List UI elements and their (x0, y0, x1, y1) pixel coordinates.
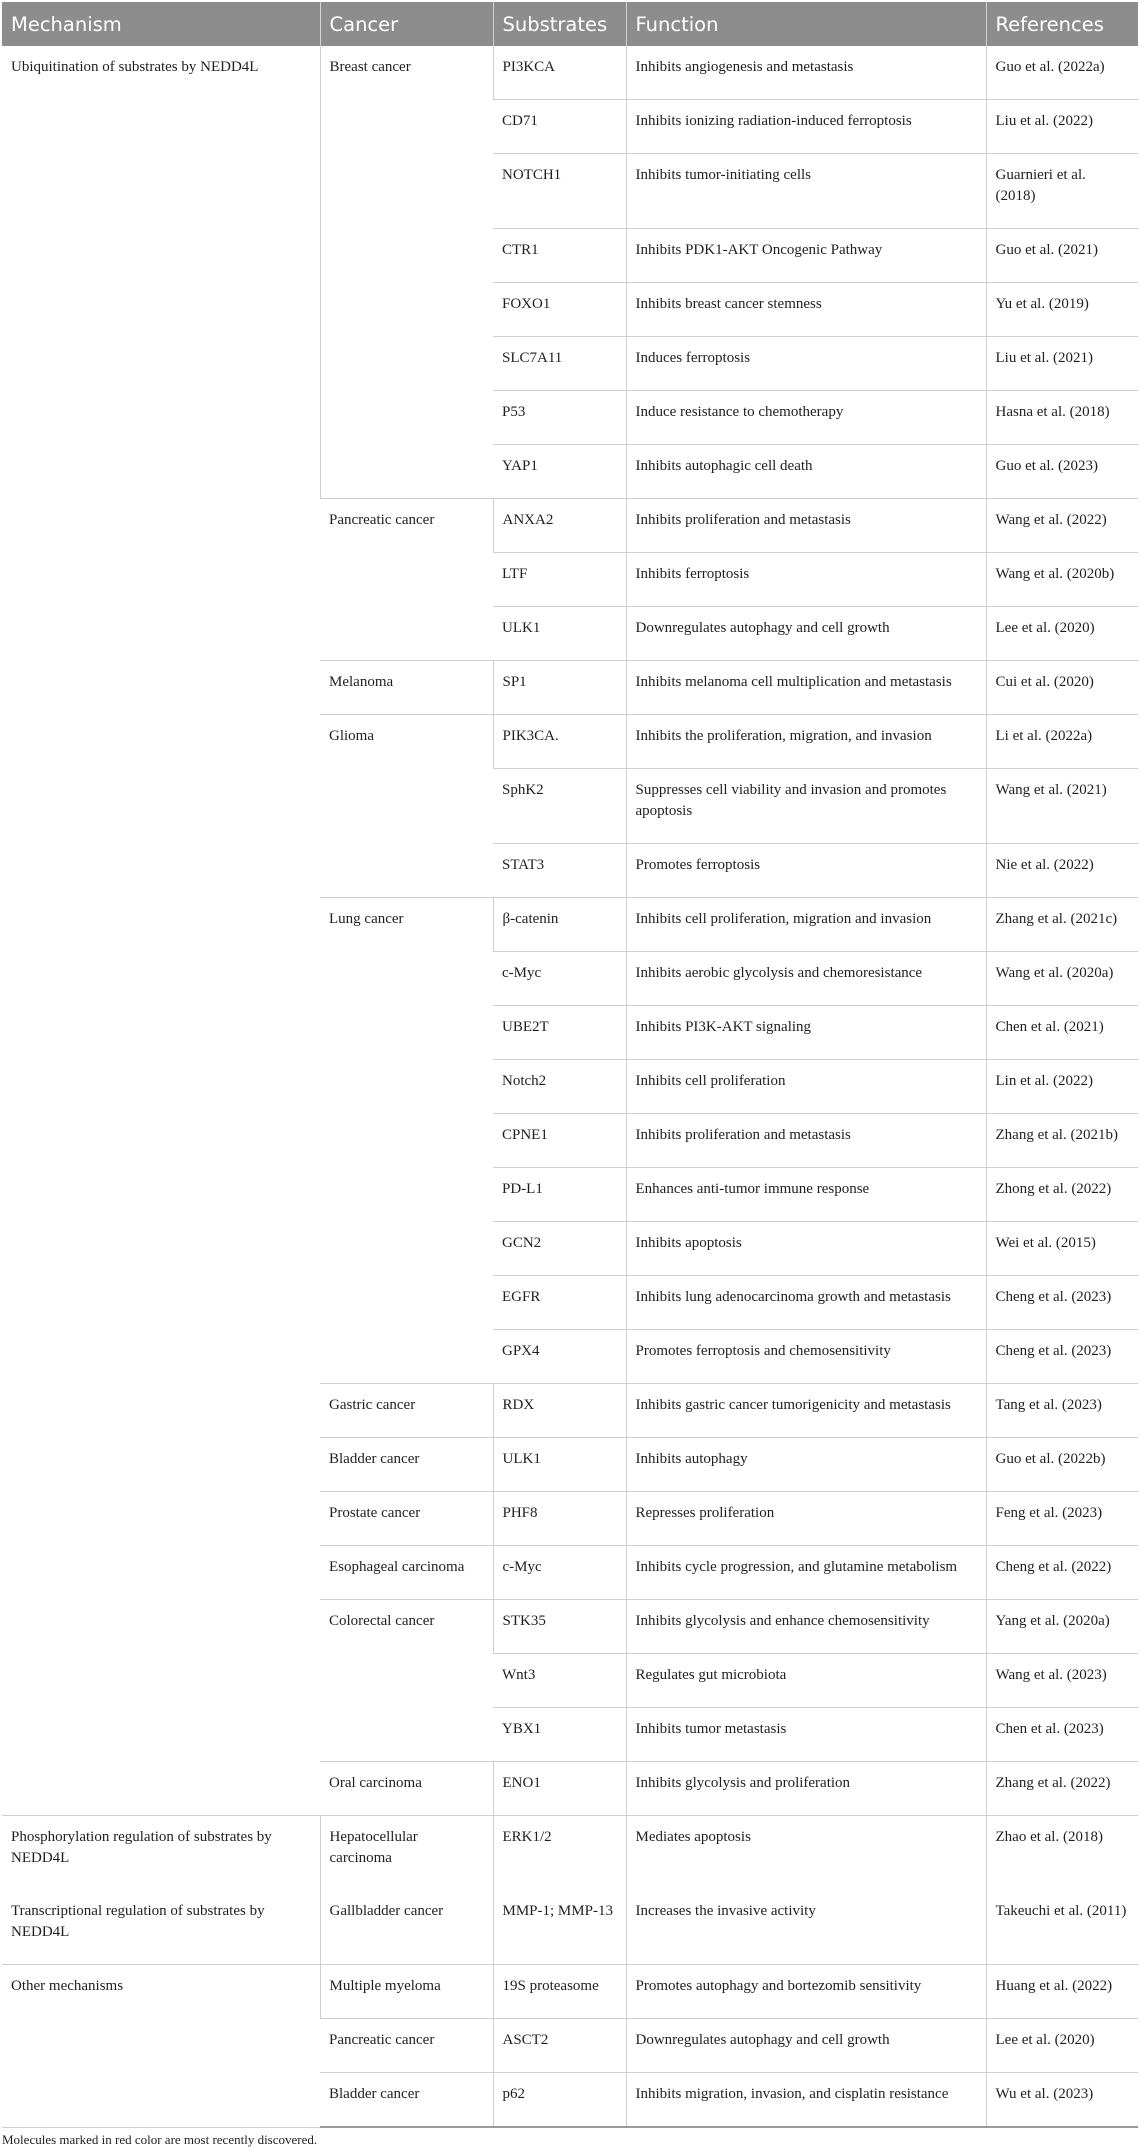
substrate-cell: PIK3CA. (493, 715, 626, 769)
substrate-cell: LTF (493, 553, 626, 607)
function-cell: Inhibits cell proliferation (626, 1060, 986, 1114)
cancer-cell: Pancreatic cancer (320, 2019, 493, 2073)
substrate-cell: SphK2 (493, 769, 626, 844)
reference-cell: Zhang et al. (2022) (986, 1762, 1138, 1816)
substrate-cell: p62 (493, 2073, 626, 2128)
function-cell: Inhibits glycolysis and proliferation (626, 1762, 986, 1816)
reference-cell: Guarnieri et al. (2018) (986, 154, 1138, 229)
reference-cell: Guo et al. (2022a) (986, 46, 1138, 100)
substrate-cell: Notch2 (493, 1060, 626, 1114)
reference-cell: Wang et al. (2020b) (986, 553, 1138, 607)
function-cell: Inhibits PI3K-AKT signaling (626, 1006, 986, 1060)
function-cell: Inhibits proliferation and metastasis (626, 1114, 986, 1168)
substrate-cell: P53 (493, 391, 626, 445)
function-cell: Downregulates autophagy and cell growth (626, 607, 986, 661)
substrate-cell: CPNE1 (493, 1114, 626, 1168)
cancer-cell: Glioma (320, 715, 493, 898)
substrate-cell: EGFR (493, 1276, 626, 1330)
function-cell: Inhibits migration, invasion, and cisplatin resistance (626, 2073, 986, 2128)
function-cell: Inhibits tumor metastasis (626, 1708, 986, 1762)
substrate-cell: CTR1 (493, 229, 626, 283)
substrate-cell: RDX (493, 1384, 626, 1438)
function-cell: Promotes autophagy and bortezomib sensitivity (626, 1965, 986, 2019)
header-substrates: Substrates (493, 2, 626, 46)
substrate-cell: ERK1/2 (493, 1816, 626, 1891)
mechanism-cell: Ubiquitination of substrates by NEDD4L (2, 46, 320, 1816)
function-cell: Enhances anti-tumor immune response (626, 1168, 986, 1222)
table-row (2, 1890, 1138, 1965)
reference-cell: Li et al. (2022a) (986, 715, 1138, 769)
function-cell: Inhibits lung adenocarcinoma growth and metastasis (626, 1276, 986, 1330)
header-cancer: Cancer (320, 2, 493, 46)
header-function: Function (626, 2, 986, 46)
substrate-cell: c-Myc (493, 1546, 626, 1600)
substrate-cell: PI3KCA (493, 46, 626, 100)
table-row (2, 1965, 1138, 2019)
mechanism-cell: Transcriptional regulation of substrates by NEDD4L (2, 1890, 320, 1965)
reference-cell: Guo et al. (2021) (986, 229, 1138, 283)
cancer-cell: Gastric cancer (320, 1384, 493, 1438)
reference-cell: Guo et al. (2023) (986, 445, 1138, 499)
function-cell: Inhibits cycle progression, and glutamine metabolism (626, 1546, 986, 1600)
cancer-cell: Breast cancer (320, 46, 493, 499)
substrate-cell: YAP1 (493, 445, 626, 499)
reference-cell: Zhang et al. (2021b) (986, 1114, 1138, 1168)
reference-cell: Wu et al. (2023) (986, 2073, 1138, 2128)
function-cell: Inhibits tumor-initiating cells (626, 154, 986, 229)
reference-cell: Zhang et al. (2021c) (986, 898, 1138, 952)
substrate-cell: PD-L1 (493, 1168, 626, 1222)
reference-cell: Yang et al. (2020a) (986, 1600, 1138, 1654)
substrate-cell: Wnt3 (493, 1654, 626, 1708)
cancer-cell: Lung cancer (320, 898, 493, 1384)
substrate-cell: 19S proteasome (493, 1965, 626, 2019)
reference-cell: Cheng et al. (2022) (986, 1546, 1138, 1600)
function-cell: Suppresses cell viability and invasion and promotes apoptosis (626, 769, 986, 844)
cancer-cell: Melanoma (320, 661, 493, 715)
header-mechanism: Mechanism (2, 2, 320, 46)
substrate-cell: c-Myc (493, 952, 626, 1006)
mechanism-cell: Other mechanisms (2, 1965, 320, 2128)
reference-cell: Liu et al. (2021) (986, 337, 1138, 391)
substrate-cell: GPX4 (493, 1330, 626, 1384)
function-cell: Inhibits glycolysis and enhance chemosensitivity (626, 1600, 986, 1654)
cancer-cell: Multiple myeloma (320, 1965, 493, 2019)
reference-cell: Lin et al. (2022) (986, 1060, 1138, 1114)
reference-cell: Cheng et al. (2023) (986, 1276, 1138, 1330)
function-cell: Mediates apoptosis (626, 1816, 986, 1891)
reference-cell: Zhong et al. (2022) (986, 1168, 1138, 1222)
substrate-cell: ULK1 (493, 1438, 626, 1492)
substrate-cell: β-catenin (493, 898, 626, 952)
reference-cell: Wei et al. (2015) (986, 1222, 1138, 1276)
substrate-cell: FOXO1 (493, 283, 626, 337)
cancer-cell: Oral carcinoma (320, 1762, 493, 1816)
substrate-cell: ULK1 (493, 607, 626, 661)
table-page (2, 2, 1138, 2148)
reference-cell: Yu et al. (2019) (986, 283, 1138, 337)
function-cell: Represses proliferation (626, 1492, 986, 1546)
substrate-cell: STK35 (493, 1600, 626, 1654)
cancer-cell: Colorectal cancer (320, 1600, 493, 1762)
function-cell: Inhibits gastric cancer tumorigenicity and metastasis (626, 1384, 986, 1438)
function-cell: Inhibits ionizing radiation-induced ferroptosis (626, 100, 986, 154)
table-row (2, 1816, 1138, 1891)
header-row (2, 2, 1138, 46)
substrate-cell: PHF8 (493, 1492, 626, 1546)
reference-cell: Wang et al. (2021) (986, 769, 1138, 844)
substrate-cell: CD71 (493, 100, 626, 154)
function-cell: Increases the invasive activity (626, 1890, 986, 1965)
reference-cell: Chen et al. (2023) (986, 1708, 1138, 1762)
reference-cell: Hasna et al. (2018) (986, 391, 1138, 445)
function-cell: Inhibits melanoma cell multiplication and metastasis (626, 661, 986, 715)
substrate-cell: YBX1 (493, 1708, 626, 1762)
reference-cell: Liu et al. (2022) (986, 100, 1138, 154)
cancer-cell: Gallbladder cancer (320, 1890, 493, 1965)
function-cell: Promotes ferroptosis and chemosensitivity (626, 1330, 986, 1384)
substrate-cell: ENO1 (493, 1762, 626, 1816)
substrate-cell: SLC7A11 (493, 337, 626, 391)
substrate-cell: ANXA2 (493, 499, 626, 553)
reference-cell: Wang et al. (2022) (986, 499, 1138, 553)
function-cell: Downregulates autophagy and cell growth (626, 2019, 986, 2073)
reference-cell: Guo et al. (2022b) (986, 1438, 1138, 1492)
reference-cell: Lee et al. (2020) (986, 2019, 1138, 2073)
function-cell: Inhibits PDK1-AKT Oncogenic Pathway (626, 229, 986, 283)
cancer-cell: Pancreatic cancer (320, 499, 493, 661)
substrate-cell: NOTCH1 (493, 154, 626, 229)
reference-cell: Wang et al. (2020a) (986, 952, 1138, 1006)
function-cell: Induce resistance to chemotherapy (626, 391, 986, 445)
cancer-cell: Prostate cancer (320, 1492, 493, 1546)
cancer-cell: Esophageal carcinoma (320, 1546, 493, 1600)
table-footnote: Molecules marked in red color are most recently discovered. (2, 2132, 318, 2147)
function-cell: Promotes ferroptosis (626, 844, 986, 898)
function-cell: Inhibits apoptosis (626, 1222, 986, 1276)
function-cell: Inhibits autophagic cell death (626, 445, 986, 499)
substrate-cell: SP1 (493, 661, 626, 715)
reference-cell: Huang et al. (2022) (986, 1965, 1138, 2019)
table-body (2, 46, 1138, 2127)
reference-cell: Chen et al. (2021) (986, 1006, 1138, 1060)
cancer-cell: Bladder cancer (320, 2073, 493, 2128)
function-cell: Inhibits proliferation and metastasis (626, 499, 986, 553)
substrate-cell: ASCT2 (493, 2019, 626, 2073)
reference-cell: Tang et al. (2023) (986, 1384, 1138, 1438)
reference-cell: Nie et al. (2022) (986, 844, 1138, 898)
table-row (2, 46, 1138, 100)
nedd4l-substrates-table (2, 2, 1138, 2128)
reference-cell: Wang et al. (2023) (986, 1654, 1138, 1708)
reference-cell: Lee et al. (2020) (986, 607, 1138, 661)
substrate-cell: MMP-1; MMP-13 (493, 1890, 626, 1965)
cancer-cell: Bladder cancer (320, 1438, 493, 1492)
function-cell: Induces ferroptosis (626, 337, 986, 391)
reference-cell: Feng et al. (2023) (986, 1492, 1138, 1546)
reference-cell: Cui et al. (2020) (986, 661, 1138, 715)
cancer-cell: Hepatocellular carcinoma (320, 1816, 493, 1891)
function-cell: Regulates gut microbiota (626, 1654, 986, 1708)
function-cell: Inhibits the proliferation, migration, and invasion (626, 715, 986, 769)
function-cell: Inhibits breast cancer stemness (626, 283, 986, 337)
substrate-cell: GCN2 (493, 1222, 626, 1276)
substrate-cell: STAT3 (493, 844, 626, 898)
function-cell: Inhibits ferroptosis (626, 553, 986, 607)
header-references: References (986, 2, 1138, 46)
mechanism-cell: Phosphorylation regulation of substrates by NEDD4L (11, 1829, 272, 1866)
reference-cell: Zhao et al. (2018) (986, 1816, 1138, 1891)
function-cell: Inhibits aerobic glycolysis and chemoresistance (626, 952, 986, 1006)
reference-cell: Cheng et al. (2023) (986, 1330, 1138, 1384)
function-cell: Inhibits angiogenesis and metastasis (626, 46, 986, 100)
function-cell: Inhibits cell proliferation, migration and invasion (626, 898, 986, 952)
function-cell: Inhibits autophagy (626, 1438, 986, 1492)
substrate-cell: UBE2T (493, 1006, 626, 1060)
reference-cell: Takeuchi et al. (2011) (986, 1890, 1138, 1965)
